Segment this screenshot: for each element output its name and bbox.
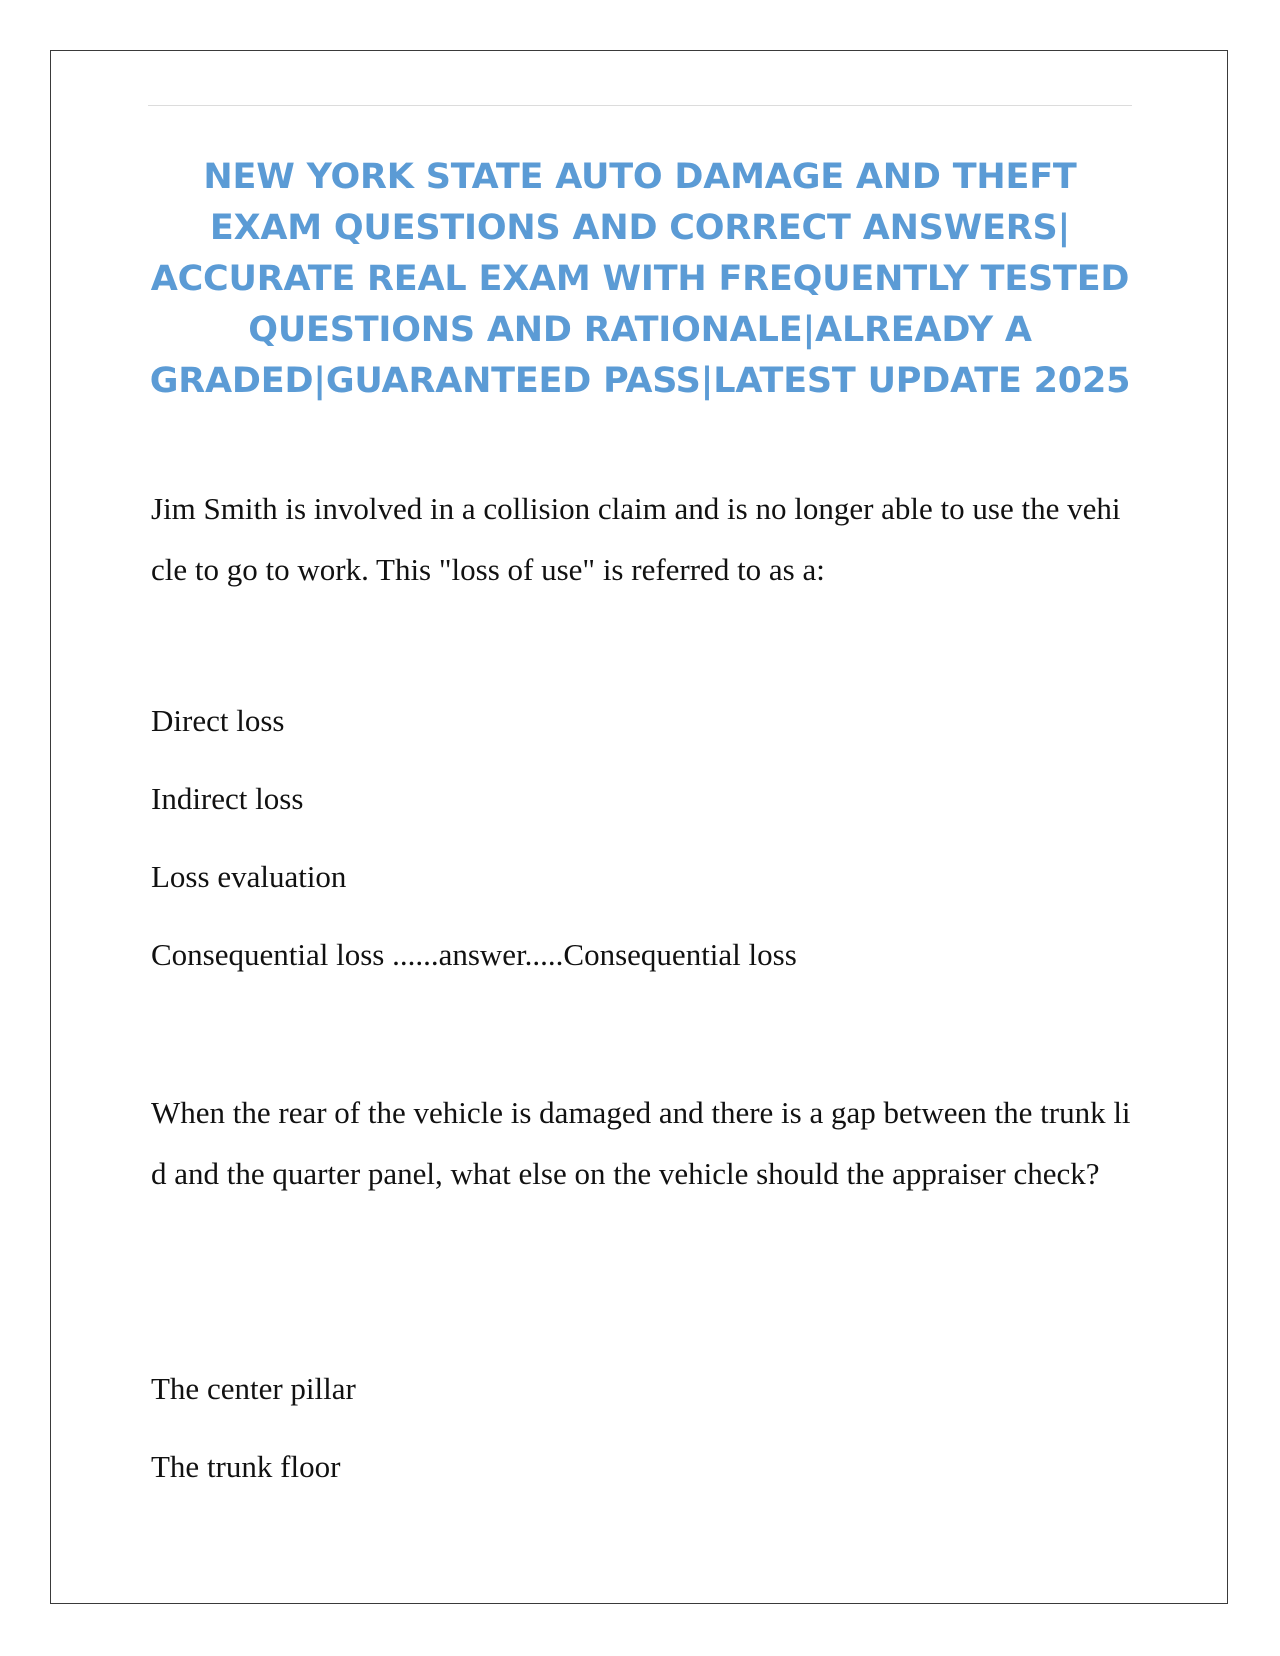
answer-option: The trunk floor bbox=[151, 1449, 341, 1484]
question-2-options bbox=[151, 1372, 1131, 1528]
answer-option: Indirect loss bbox=[151, 781, 304, 816]
question-2 bbox=[151, 1082, 1131, 1204]
question-text: When the rear of the vehicle is damaged and there is a gap between the trunk lid and the quarter panel, what else on the vehicle should the appraiser check? bbox=[151, 1095, 1131, 1191]
answer-option: Loss evaluation bbox=[151, 859, 347, 894]
question-1 bbox=[151, 478, 1131, 600]
answer-option: The center pillar bbox=[151, 1371, 356, 1406]
header-rule bbox=[148, 105, 1132, 106]
answer-option: Consequential loss ......answer.....Consequential loss bbox=[151, 937, 797, 972]
document-title: NEW YORK STATE AUTO DAMAGE AND THEFT EXAM QUESTIONS AND CORRECT ANSWERS| ACCURATE REAL EXAM WITH FREQUENTLY TESTED QUESTIONS AND RATIONALE|ALREADY A GRADED|GUARANTEED PASS|LATEST UPDATE 2025 bbox=[149, 157, 1131, 401]
question-text: Jim Smith is involved in a collision claim and is no longer able to use the vehicle to go to work. This "loss of use" is referred to as a: bbox=[151, 491, 1121, 587]
answer-option: Direct loss bbox=[151, 703, 285, 738]
question-1-options bbox=[151, 704, 1131, 1016]
